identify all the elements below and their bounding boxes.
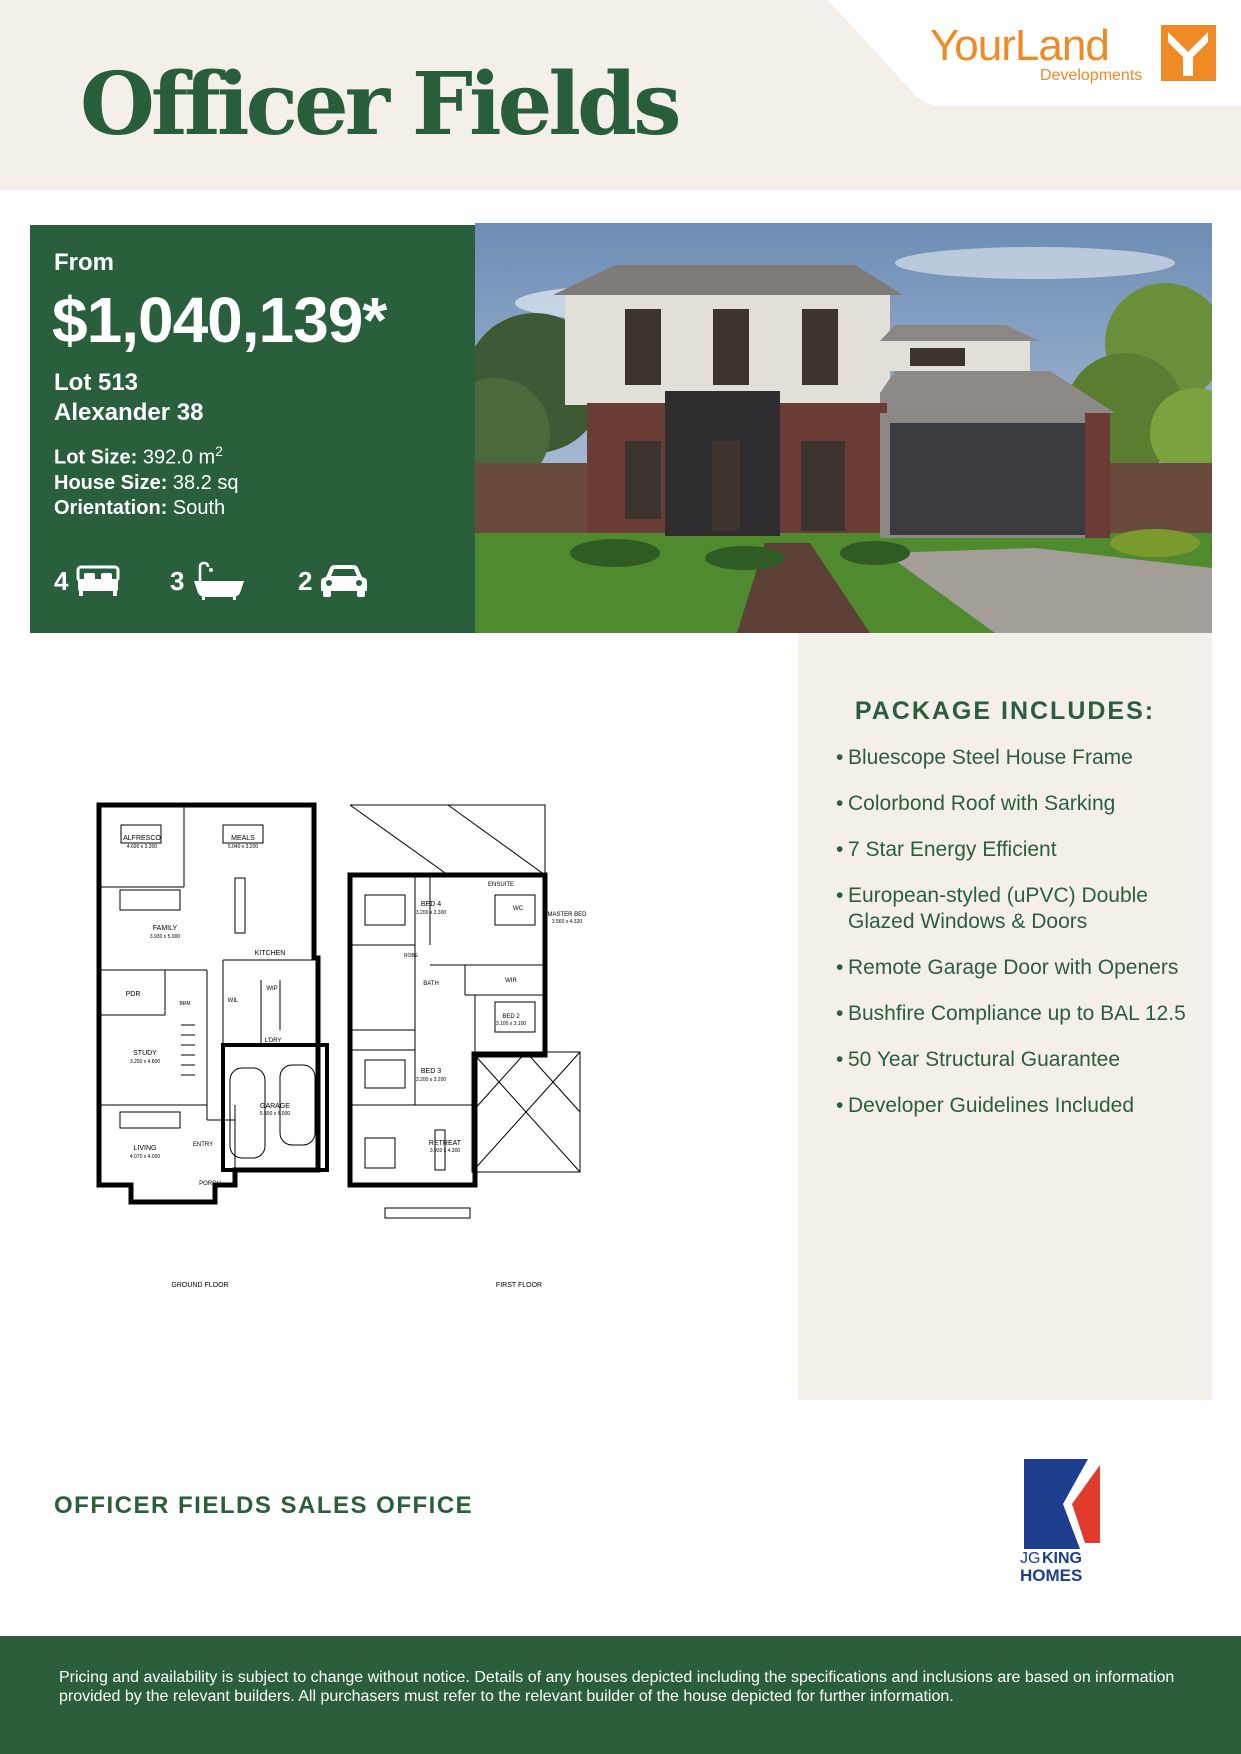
price-info-panel	[30, 225, 475, 633]
svg-text:3.560 x 4.320: 3.560 x 4.320	[551, 919, 583, 925]
svg-text:PDR: PDR	[125, 991, 141, 998]
svg-text:Developments: Developments	[1040, 67, 1143, 84]
svg-text:BED 2: BED 2	[502, 1014, 520, 1020]
yourland-y-icon	[1161, 25, 1216, 81]
list-item: • European-styled (uPVC) Double Glazed Windows & Doors	[836, 883, 1196, 935]
svg-text:L'DRY: L'DRY	[264, 1038, 282, 1044]
package-list	[836, 745, 1196, 1139]
svg-text:5.500 x 6.000: 5.500 x 6.000	[259, 1111, 291, 1117]
svg-text:KITCHEN: KITCHEN	[254, 950, 286, 957]
house-facade-image	[475, 223, 1212, 633]
svg-text:3.930 x 5.000: 3.930 x 5.000	[149, 934, 181, 940]
header-band	[0, 0, 1241, 190]
house-size: House Size: 38.2 sq	[54, 472, 239, 494]
svg-text:ENSUITE: ENSUITE	[487, 882, 515, 888]
svg-text:4.070 x 4.000: 4.070 x 4.000	[129, 1154, 161, 1160]
svg-text:3.100 x 3.100: 3.100 x 3.100	[495, 1021, 527, 1027]
svg-text:RETREAT: RETREAT	[428, 1140, 462, 1147]
svg-text:FAMILY: FAMILY	[152, 925, 178, 932]
lot-number: Lot 513	[54, 369, 139, 396]
svg-text:FIRST FLOOR: FIRST FLOOR	[495, 1282, 543, 1289]
svg-text:3.930 x 4.300: 3.930 x 4.300	[429, 1148, 461, 1154]
car-space-count: 2	[298, 561, 368, 601]
svg-text:KING: KING	[1042, 1550, 1082, 1567]
svg-text:BED 3: BED 3	[420, 1068, 442, 1075]
list-item: • 7 Star Energy Efficient	[836, 837, 1196, 863]
svg-text:PORCH: PORCH	[199, 1181, 221, 1187]
yourland-logo	[930, 18, 1220, 88]
car-icon	[320, 564, 368, 598]
floor-plan-image	[85, 790, 665, 1300]
list-item: • Bluescope Steel House Frame	[836, 745, 1196, 771]
price: $1,040,139*	[52, 284, 387, 356]
orientation: Orientation: South	[54, 497, 226, 519]
svg-text:HOMES: HOMES	[1020, 1566, 1083, 1585]
svg-text:GROUND FLOOR: GROUND FLOOR	[171, 1282, 229, 1289]
lot-size: Lot Size: 392.0 $m^2$	[54, 443, 223, 469]
svg-text:BED 4: BED 4	[420, 901, 442, 908]
sales-office-heading: OFFICER FIELDS SALES OFFICE	[54, 1492, 474, 1519]
svg-text:STUDY: STUDY	[133, 1050, 157, 1057]
svg-text:3.200 x 3.200: 3.200 x 3.200	[415, 1077, 447, 1083]
svg-text:3.200 x 3.300: 3.200 x 3.300	[415, 910, 447, 916]
bedroom-count: 4	[54, 561, 120, 601]
list-item: • Developer Guidelines Included	[836, 1093, 1196, 1119]
svg-text:ROBE: ROBE	[403, 953, 419, 959]
from-label: From	[54, 249, 114, 276]
list-item: • Bushfire Compliance up to BAL 12.5	[836, 1001, 1196, 1027]
svg-text:5.040 x 3.200: 5.040 x 3.200	[227, 844, 259, 850]
svg-text:LIVING: LIVING	[133, 1145, 157, 1152]
svg-text:MEALS: MEALS	[231, 835, 255, 842]
jg-king-homes-logo	[1018, 1455, 1114, 1587]
svg-text:JG: JG	[1020, 1550, 1041, 1567]
svg-text:WC: WC	[513, 906, 523, 912]
svg-text:4.690 x 3.300: 4.690 x 3.300	[126, 844, 158, 850]
svg-text:ALFRESCO: ALFRESCO	[123, 835, 161, 842]
svg-text:GARAGE: GARAGE	[260, 1103, 290, 1110]
house-design: Alexander 38	[54, 399, 204, 426]
svg-text:YourLand: YourLand	[930, 21, 1109, 70]
svg-text:MASTER BED: MASTER BED	[547, 912, 587, 918]
bathtub-icon	[192, 561, 246, 601]
bed-icon	[76, 565, 120, 597]
list-item: • 50 Year Structural Guarantee	[836, 1047, 1196, 1073]
disclaimer-text: Pricing and availability is subject to change without notice. Details of any houses depicted including the specifications and inclusions are based on information provided by the relevant builders. All purchasers must refer to the relevant builder of the house depicted for further information.	[59, 1669, 1175, 1705]
svg-text:WIP: WIP	[266, 986, 278, 992]
package-title: PACKAGE INCLUDES:	[854, 697, 1156, 725]
svg-text:BRM: BRM	[179, 1001, 191, 1007]
list-item: • Colorbond Roof with Sarking	[836, 791, 1196, 817]
svg-text:BATH: BATH	[423, 981, 439, 987]
bathroom-count: 3	[170, 561, 246, 601]
svg-text:WIL: WIL	[227, 998, 239, 1004]
svg-text:3.200 x 4.800: 3.200 x 4.800	[129, 1059, 161, 1065]
list-item: • Remote Garage Door with Openers	[836, 955, 1196, 981]
svg-text:WIR: WIR	[505, 978, 517, 984]
page-title: Officer Fields	[80, 54, 678, 155]
package-includes-panel	[798, 633, 1212, 1400]
svg-text:ENTRY: ENTRY	[192, 1142, 214, 1148]
